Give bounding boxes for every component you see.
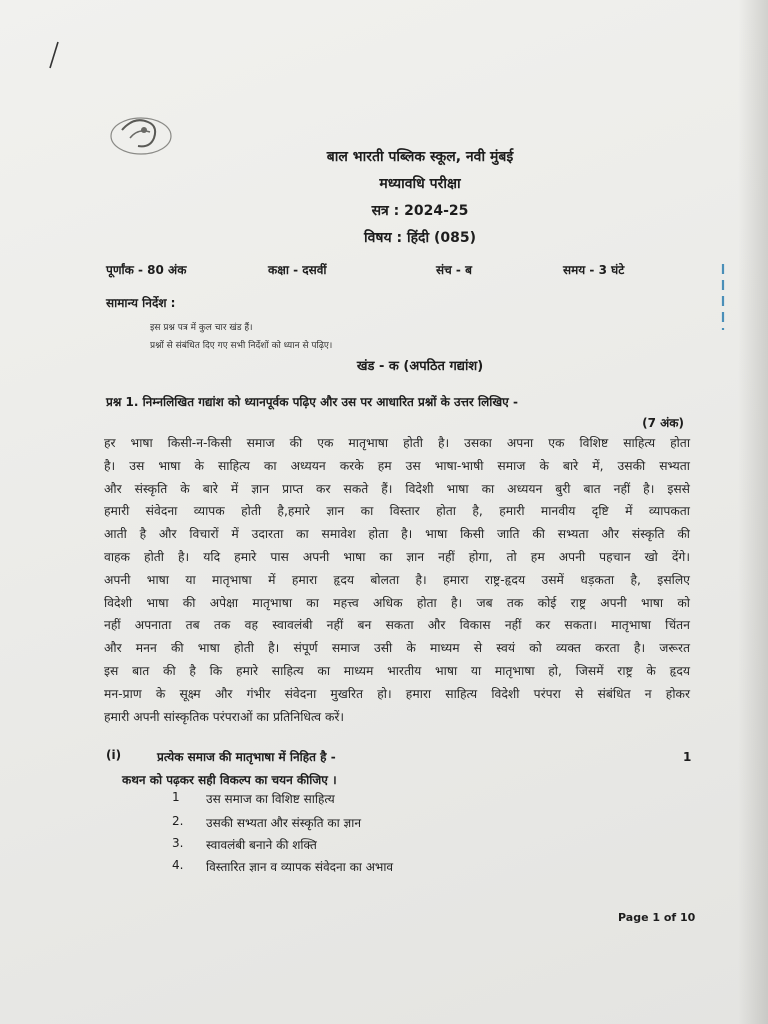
instruction-item: इस प्रश्न पत्र में कुल चार खंड हैं। <box>150 323 253 333</box>
blue-ink-mark <box>716 262 730 332</box>
subquestion-instruction: कथन को पढ़कर सही विकल्प का चयन कीजिए । <box>122 773 337 787</box>
subquestion-marks: 1 <box>683 750 692 764</box>
passage-line: मन-प्राण के सूक्ष्म और गंभीर संवेदना मुखरित हो। हमारा साहित्य विदेशी परंपरा से संबंधित न होकर <box>104 686 690 701</box>
exam-header <box>0 144 768 252</box>
passage-line: विदेशी भाषा की अपेक्षा मातृभाषा का महत्त्व अधिक होता है। जब तक कोई राष्ट्र अपनी भाषा को <box>104 595 690 610</box>
passage-line: नहीं अपनाता तब तक वह स्वावलंबी नहीं बन सकता और विकास नहीं कर सकता। मातृभाषा चिंतन <box>104 618 690 633</box>
exam-name: मध्यावधि परीक्षा <box>379 176 461 192</box>
passage <box>104 432 690 728</box>
passage-line: और संस्कृति के बारे में ज्ञान प्राप्त कर सकते हैं। विदेशी भाषा का अध्ययन बुरी बात नहीं है। इससे <box>104 481 690 496</box>
option-text: स्वावलंबी बनाने की शक्ति <box>206 838 317 852</box>
subquestion-number: (i) <box>106 748 122 762</box>
passage-line: अपनी भाषा या मातृभाषा में हमारा हृदय बोलता है। हमारा राष्ट्र-हृदय उसमें धड़कता है, इसलिए <box>104 572 690 587</box>
subject: विषय : हिंदी (085) <box>364 230 476 246</box>
subquestion-text: प्रत्येक समाज की मातृभाषा में निहित है - <box>157 750 336 764</box>
option-text: उसकी सभ्यता और संस्कृति का ज्ञान <box>206 816 362 830</box>
passage-line: हर भाषा किसी-न-किसी समाज की एक मातृभाषा होती है। उसका अपना एक विशिष्ट साहित्य होता <box>104 436 690 450</box>
option-text: उस समाज का विशिष्ट साहित्य <box>206 792 335 806</box>
question-1-text: प्रश्न 1. निम्नलिखित गद्यांश को ध्यानपूर्वक पढ़िए और उस पर आधारित प्रश्नों के उत्तर लिखिए - <box>106 395 518 409</box>
question-1-marks: (7 अंक) <box>642 416 684 430</box>
session: सत्र : 2024-25 <box>371 203 469 219</box>
instructions-title: सामान्य निर्देश : <box>106 296 176 310</box>
passage-line: आती है और विचारों में उदारता का समावेश होता है। भाषा किसी जाति की सभ्यता और संस्कृति की <box>104 527 690 542</box>
option-number: 4. <box>172 858 184 872</box>
option-text: विस्तारित ज्ञान व व्यापक संवेदना का अभाव <box>206 860 394 874</box>
section-title: खंड - क (अपठित गद्यांश) <box>356 359 484 374</box>
passage-line: और मनन की भाषा होती है। संपूर्ण समाज उसी के माध्यम से स्वयं को व्यक्त करता है। जरूरत <box>104 641 690 656</box>
option-number: 2. <box>172 814 184 828</box>
passage-line: हमारी अपनी सांस्कृतिक परंपराओं का प्रतिनिधित्व करें। <box>104 709 345 724</box>
max-marks: पूर्णांक - 80 अंक <box>106 263 187 277</box>
time-label: समय - 3 घंटे <box>563 263 625 277</box>
set-label: संच - ब <box>436 263 472 277</box>
class-label: कक्षा - दसवीं <box>268 263 327 277</box>
passage-line: हमारी संवेदना व्यापक होती है,हमारे ज्ञान का विस्तार होता है, हमारी मानवीय दृष्टि में व्यापकता <box>104 504 690 519</box>
school-name: बाल भारती पब्लिक स्कूल, नवी मुंबई <box>326 149 514 165</box>
pen-stroke-mark <box>44 40 64 70</box>
passage-line: है। उस भाषा के साहित्य का अध्ययन करके हम उस भाषा-भाषी समाज के बारे में, उसकी सभ्यता <box>104 458 690 473</box>
option-number: 1 <box>172 790 180 804</box>
option-number: 3. <box>172 836 184 850</box>
passage-line: इस बात की है कि हमारे साहित्य का माध्यम भारतीय भाषा या मातृभाषा हो, जिसमें राष्ट्र के हृदय <box>104 663 690 678</box>
page-number: Page 1 of 10 <box>618 911 696 924</box>
passage-line: वाहक होती है। यदि हमारे पास अपनी भाषा का ज्ञान नहीं होगा, तो हम अपनी पहचान खो देंगे। <box>104 549 690 564</box>
instruction-item: प्रश्नों से संबंधित दिए गए सभी निर्देशों को ध्यान से पढ़िए। <box>150 341 333 351</box>
